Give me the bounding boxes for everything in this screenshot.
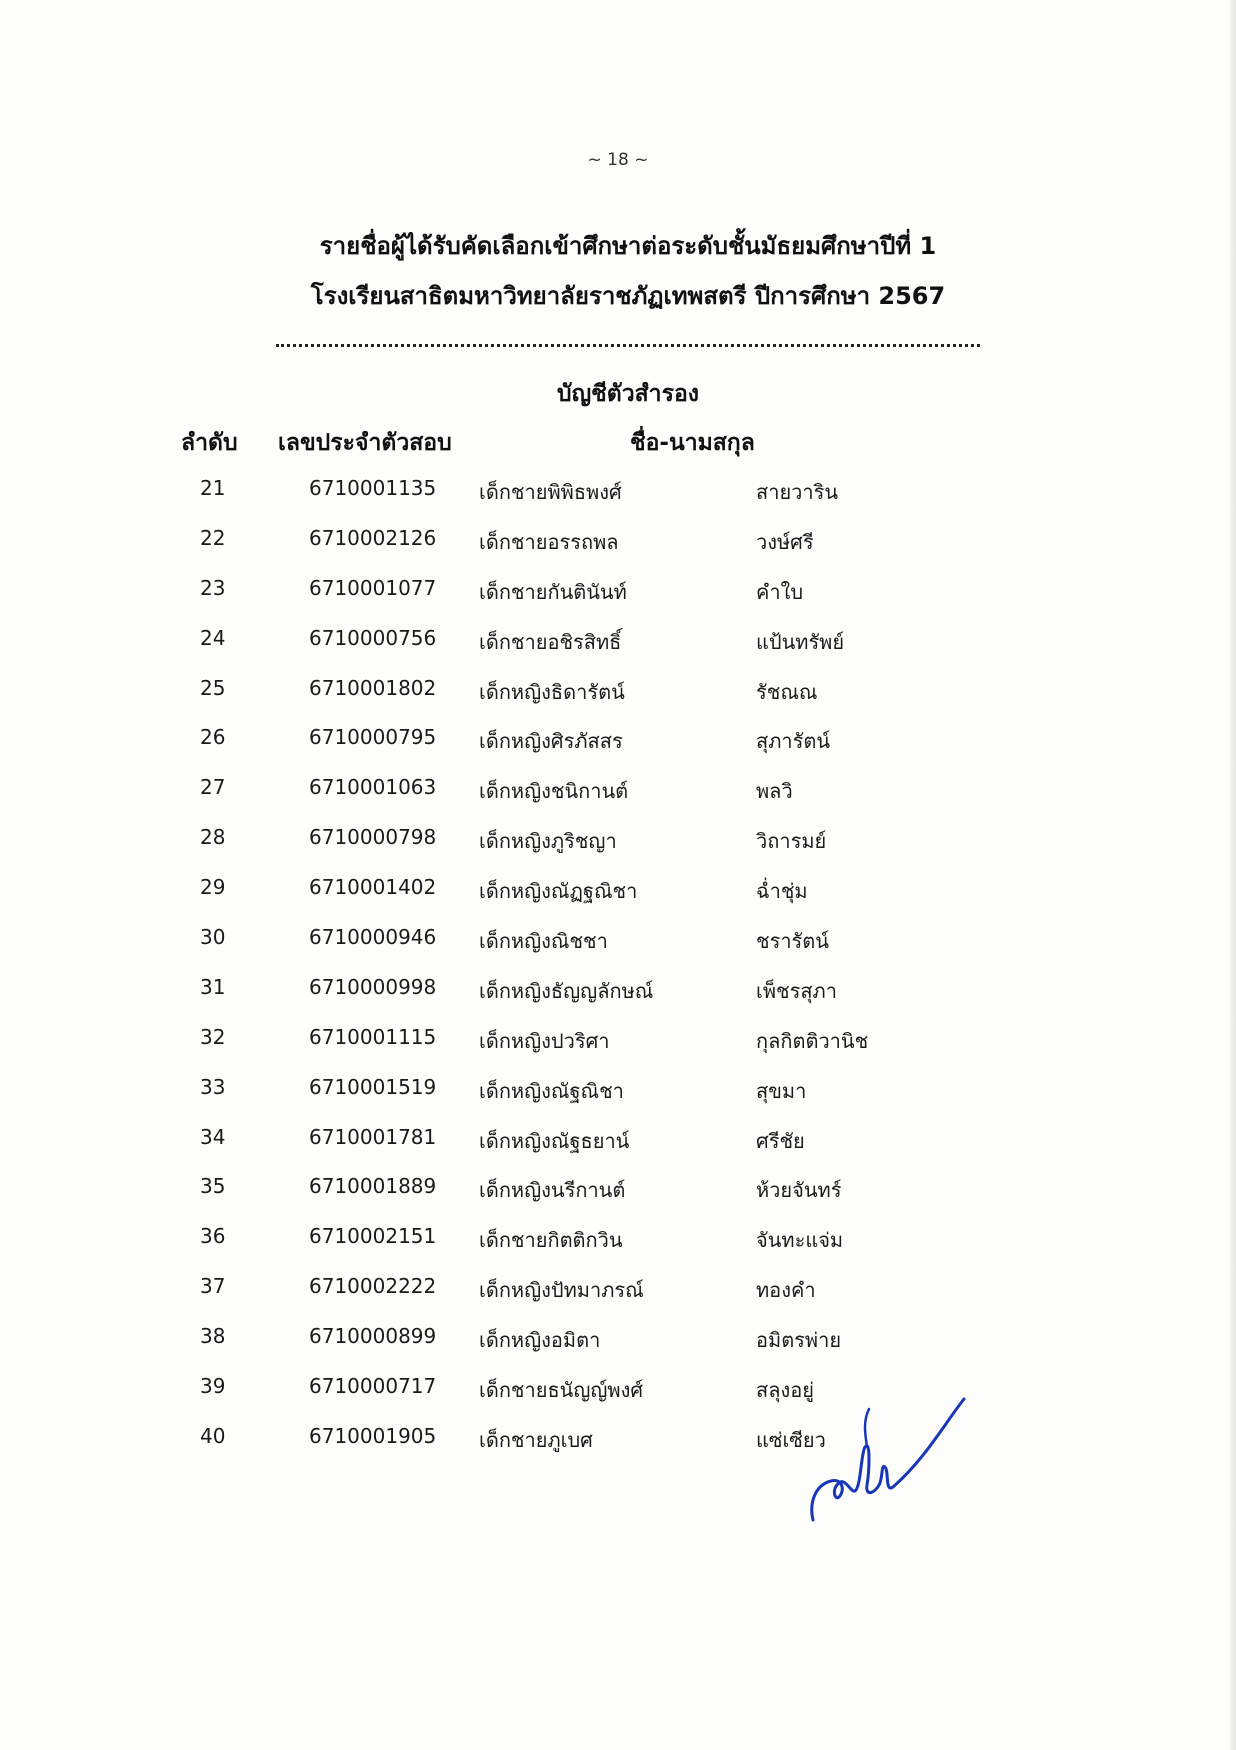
row-exam-id: 6710001402 (309, 875, 437, 900)
table-row (0, 1220, 1236, 1270)
table-row (0, 1420, 1236, 1470)
row-first-name: เด็กหญิงธัญญลักษณ์ (479, 978, 654, 1003)
row-exam-id: 6710001905 (309, 1423, 437, 1448)
table-row (0, 1370, 1236, 1420)
row-seq: 24 (200, 625, 226, 650)
row-first-name: เด็กชายกันตินันท์ (479, 579, 627, 604)
row-last-name: ชรารัตน์ (756, 929, 829, 954)
row-seq: 30 (200, 925, 226, 950)
row-exam-id: 6710000998 (309, 974, 437, 999)
row-first-name: เด็กหญิงภูริชญา (479, 829, 617, 854)
table-row (0, 472, 1236, 522)
row-seq: 38 (200, 1324, 226, 1349)
row-first-name: เด็กหญิงปัทมาภรณ์ (479, 1278, 644, 1303)
row-exam-id: 6710000798 (309, 825, 437, 850)
section-title: บัญชีตัวสำรอง (556, 381, 699, 407)
row-last-name: ฉ่ำชุ่ม (756, 879, 808, 904)
row-seq: 27 (200, 775, 226, 800)
table-row (0, 971, 1236, 1021)
row-seq: 29 (200, 875, 226, 900)
table-row (0, 622, 1236, 672)
row-last-name: กุลกิตติวานิช (756, 1028, 869, 1053)
row-last-name: เพ็ชรสุภา (756, 978, 837, 1003)
table-row (0, 871, 1236, 921)
row-seq: 36 (200, 1224, 226, 1249)
table-row (0, 572, 1236, 622)
row-first-name: เด็กชายกิตติกวิน (479, 1228, 623, 1253)
row-seq: 33 (200, 1074, 226, 1099)
table-row (0, 672, 1236, 722)
row-seq: 37 (200, 1274, 226, 1299)
row-last-name: พลวิ (756, 779, 793, 804)
document-title-line-2: โรงเรียนสาธิตมหาวิทยาลัยราชภัฏเทพสตรี ปีการศึกษา 2567 (310, 282, 946, 310)
table-row (0, 721, 1236, 771)
row-exam-id: 6710002222 (309, 1274, 437, 1299)
row-exam-id: 6710002126 (309, 525, 437, 550)
row-last-name: คำใบ (756, 579, 804, 604)
row-seq: 31 (200, 974, 226, 999)
row-seq: 35 (200, 1174, 226, 1199)
row-exam-id: 6710001802 (309, 675, 437, 700)
row-last-name: สุขมา (756, 1078, 807, 1103)
row-seq: 32 (200, 1024, 226, 1049)
column-header-exam-id: เลขประจำตัวสอบ (278, 430, 452, 456)
row-first-name: เด็กชายอชิรสิทธิ์ (479, 629, 622, 654)
candidate-list (0, 472, 1236, 1470)
row-seq: 26 (200, 725, 226, 750)
column-header-name: ชื่อ-นามสกุล (630, 430, 755, 456)
row-seq: 22 (200, 525, 226, 550)
row-seq: 21 (200, 476, 226, 500)
table-row (0, 1021, 1236, 1071)
row-seq: 34 (200, 1124, 226, 1149)
row-first-name: เด็กหญิงปวริศา (479, 1028, 610, 1053)
row-last-name: จันทะแจ่ม (756, 1228, 844, 1253)
table-row (0, 522, 1236, 572)
row-exam-id: 6710000756 (309, 625, 437, 650)
table-row (0, 1071, 1236, 1121)
row-seq: 28 (200, 825, 226, 850)
row-first-name: เด็กหญิงธิดารัตน์ (479, 679, 625, 704)
row-last-name: สุภารัตน์ (756, 729, 831, 754)
row-first-name: เด็กหญิงอมิตา (479, 1328, 601, 1353)
table-row (0, 1320, 1236, 1370)
row-last-name: วงษ์ศรี (756, 529, 814, 554)
row-exam-id: 6710001063 (309, 775, 437, 800)
table-row (0, 921, 1236, 971)
row-first-name: เด็กหญิงนรีกานต์ (479, 1178, 626, 1203)
row-exam-id: 6710000717 (309, 1374, 437, 1399)
row-last-name: สลุงอยู่ (756, 1378, 814, 1403)
page-number: ~ 18 ~ (587, 150, 649, 170)
row-first-name: เด็กหญิงณัฐณิชา (479, 1078, 624, 1103)
row-last-name: แซ่เซียว (756, 1427, 826, 1452)
row-exam-id: 6710001077 (309, 575, 437, 600)
row-exam-id: 6710000899 (309, 1324, 437, 1349)
row-first-name: เด็กหญิงชนิกานต์ (479, 779, 629, 804)
row-seq: 23 (200, 575, 226, 600)
row-last-name: ทองคำ (756, 1278, 816, 1303)
dotted-divider (276, 344, 980, 347)
row-first-name: เด็กชายภูเบศ (479, 1427, 593, 1452)
row-first-name: เด็กชายธนัญญ์พงศ์ (479, 1378, 644, 1403)
row-first-name: เด็กหญิงณัฏฐณิชา (479, 879, 638, 904)
row-last-name: ห้วยจันทร์ (756, 1178, 842, 1203)
document-title-line-1: รายชื่อผู้ได้รับคัดเลือกเข้าศึกษาต่อระดับชั้นมัธยมศึกษาปีที่ 1 (319, 232, 937, 260)
table-row (0, 771, 1236, 821)
row-first-name: เด็กชายพิพิธพงศ์ (479, 480, 622, 504)
row-first-name: เด็กหญิงณิชชา (479, 929, 608, 954)
row-exam-id: 6710001115 (309, 1024, 437, 1049)
row-first-name: เด็กชายอรรถพล (479, 529, 619, 554)
row-exam-id: 6710001519 (309, 1074, 437, 1099)
row-seq: 25 (200, 675, 226, 700)
row-last-name: สายวาริน (756, 480, 839, 504)
table-row (0, 821, 1236, 871)
row-exam-id: 6710001781 (309, 1124, 437, 1149)
row-last-name: อมิตรพ่าย (756, 1328, 842, 1353)
row-last-name: ศรีชัย (756, 1128, 805, 1153)
row-seq: 39 (200, 1374, 226, 1399)
row-exam-id: 6710000795 (309, 725, 437, 750)
row-exam-id: 6710001135 (309, 476, 437, 500)
row-exam-id: 6710000946 (309, 925, 437, 950)
row-last-name: รัชณณ (756, 679, 818, 704)
row-last-name: แป้นทรัพย์ (756, 629, 845, 654)
row-seq: 40 (200, 1423, 226, 1448)
table-row (0, 1121, 1236, 1171)
row-first-name: เด็กหญิงณัฐธยาน์ (479, 1128, 630, 1153)
row-exam-id: 6710001889 (309, 1174, 437, 1199)
column-header-seq: ลำดับ (181, 430, 238, 456)
row-first-name: เด็กหญิงศิรภัสสร (479, 729, 623, 754)
table-row (0, 1270, 1236, 1320)
table-row (0, 1170, 1236, 1220)
row-last-name: วิถารมย์ (756, 829, 827, 854)
handwritten-signature (805, 1393, 975, 1523)
row-exam-id: 6710002151 (309, 1224, 437, 1249)
